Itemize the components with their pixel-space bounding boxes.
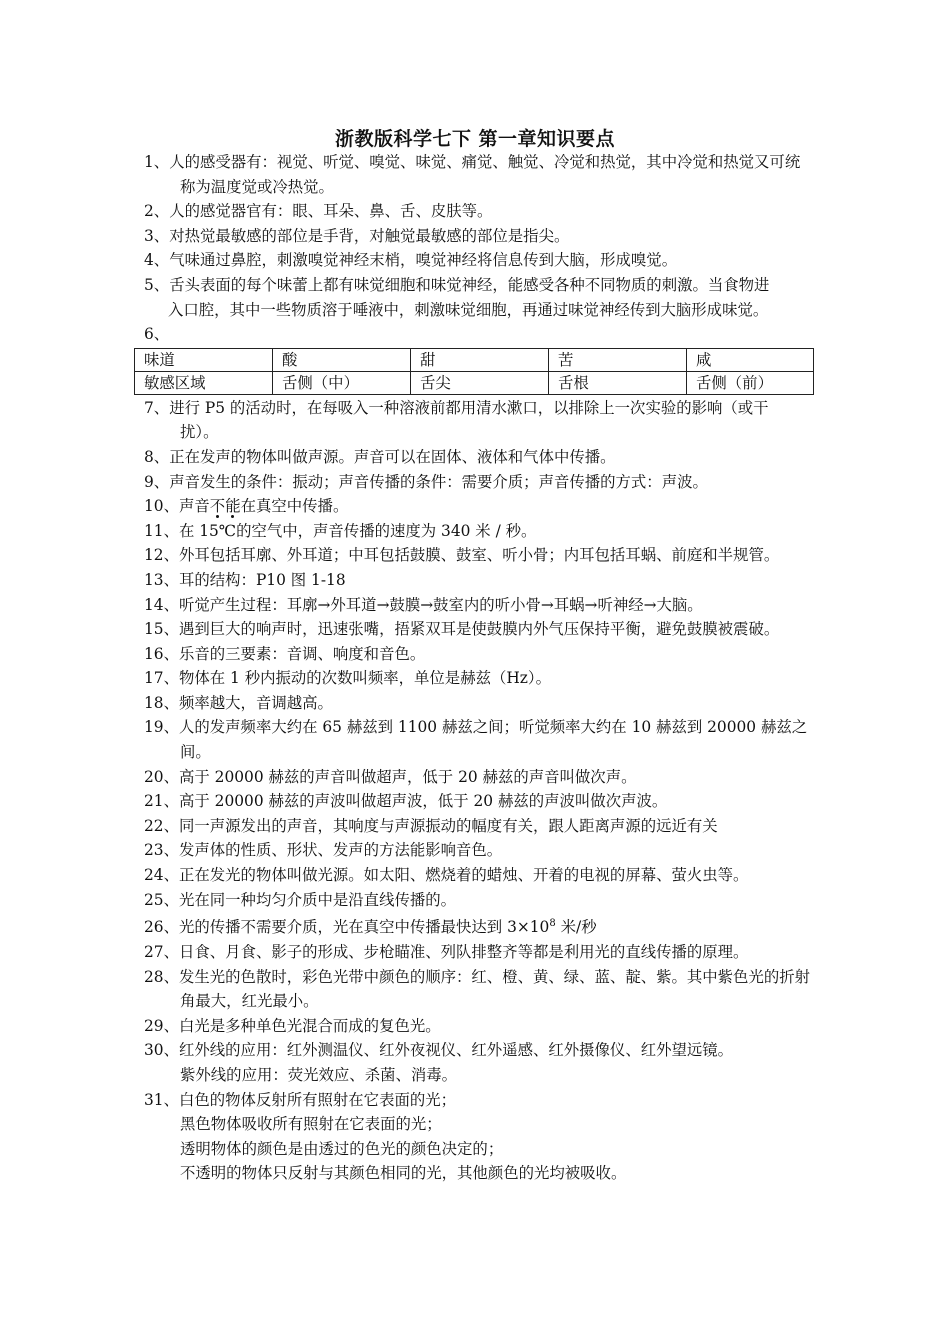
item-continuation: 角最大，红光最小。 <box>180 992 319 1011</box>
item-number: 20、 <box>144 767 179 786</box>
item-number: 12、 <box>144 546 179 565</box>
list-item <box>144 1038 812 1087</box>
list-item <box>144 617 812 642</box>
list-item <box>144 691 812 716</box>
item-text: 正在发声的物体叫做声源。声音可以在固体、液体和气体中传播。 <box>169 447 616 466</box>
item-text: 进行 P5 的活动时，在每吸入一种溶液前都用清水漱口，以排除上一次实验的影响（或干 <box>169 398 769 417</box>
item-text: 正在发光的物体叫做光源。如太阳、燃烧着的蜡烛、开着的电视的屏幕、萤火虫等。 <box>178 866 749 885</box>
item-number: 15、 <box>144 620 179 639</box>
item-number: 29、 <box>144 1016 179 1035</box>
list-item <box>144 715 812 764</box>
item-number: 3、 <box>144 226 170 245</box>
emphasis-dot-text: 不 <box>209 497 226 516</box>
item-number: 1、 <box>144 153 170 171</box>
list-item <box>144 765 812 790</box>
item-number: 5、 <box>144 275 170 294</box>
item-number: 25、 <box>144 890 179 909</box>
list-item-26: 26、光的传播不需要介质，光在真空中传播最快达到 $3\times 10^8$ 米/秒 <box>144 918 597 937</box>
item-number: 31、 <box>144 1090 179 1109</box>
exponent: 8 <box>549 918 556 930</box>
table-row <box>135 371 814 394</box>
list-item-31 <box>144 1088 812 1186</box>
item-number: 10、 <box>144 497 179 516</box>
list-item <box>144 814 812 839</box>
item-text: 白色的物体反射所有照射在它表面的光； <box>178 1090 457 1109</box>
item-number: 28、 <box>144 967 179 986</box>
item-number: 14、 <box>144 595 179 614</box>
list-item <box>144 396 812 445</box>
list-item <box>144 273 812 322</box>
list-item <box>144 593 812 618</box>
item-text: 舌头表面的每个味蕾上都有味觉细胞和味觉神经，能感受各种不同物质的刺激。当食物进 <box>169 275 770 294</box>
item-number: 11、 <box>144 521 179 540</box>
list-item <box>144 470 812 495</box>
item-continuation: 透明物体的颜色是由透过的色光的颜色决定的； <box>180 1139 504 1158</box>
table-cell: 舌侧（中） <box>273 371 411 394</box>
document-body <box>144 150 812 1186</box>
item-text: 日食、月食、影子的形成、步枪瞄准、列队排整齐等都是利用光的直线传播的原理。 <box>178 942 749 961</box>
list-item <box>144 150 812 199</box>
list-item <box>144 445 812 470</box>
item-text: 耳的结构：P10 图 1-18 <box>178 570 346 589</box>
emphasis-dot-text: 能 <box>225 497 241 516</box>
item-text: 声音发生的条件：振动；声音传播的条件：需要介质；声音传播的方式：声波。 <box>169 472 708 491</box>
item-text: 乐音的三要素：音调、响度和音色。 <box>178 644 426 663</box>
item-continuation: 紫外线的应用：荧光效应、杀菌、消毒。 <box>180 1065 458 1084</box>
item-text: 外耳包括耳廓、外耳道；中耳包括鼓膜、鼓室、听小骨；内耳包括耳蜗、前庭和半规管。 <box>178 546 780 565</box>
table-cell: 敏感区域 <box>135 371 273 394</box>
item-text: 高于 20000 赫兹的声波叫做超声波，低于 20 赫兹的声波叫做次声波。 <box>178 792 668 811</box>
item-number: 18、 <box>144 693 179 712</box>
item-number: 8、 <box>144 447 170 466</box>
list-item <box>144 642 812 667</box>
list-item-6 <box>144 322 812 347</box>
list-item <box>144 199 812 224</box>
item-text: 同一声源发出的声音，其响度与声源振动的幅度有关，跟人距离声源的远近有关 <box>178 816 718 835</box>
list-item <box>144 568 812 593</box>
item-text: 人的感觉器官有：眼、耳朵、鼻、舌、皮肤等。 <box>169 202 493 221</box>
item-text: 气味通过鼻腔，刺激嗅觉神经末梢，嗅觉神经将信息传到大脑，形成嗅觉。 <box>169 251 678 270</box>
item-text: 物体在 1 秒内振动的次数叫频率，单位是赫兹（Hz）。 <box>178 669 551 688</box>
item-continuation: 入口腔，其中一些物质溶于唾液中，刺激味觉细胞，再通过味觉神经传到大脑形成味觉。 <box>168 300 769 319</box>
list-item <box>144 1014 812 1039</box>
document-title: 浙教版科学七下 第一章知识要点 <box>334 128 616 150</box>
item-continuation: 扰）。 <box>180 423 219 442</box>
table-cell: 咸 <box>687 348 814 371</box>
item-text: 频率越大，音调越高。 <box>178 693 333 712</box>
list-item <box>144 965 812 1014</box>
item-text: 高于 20000 赫兹的声音叫做超声，低于 20 赫兹的声音叫做次声。 <box>178 767 637 786</box>
list-item <box>144 666 812 691</box>
item-number: 30、 <box>144 1041 179 1060</box>
list-item <box>144 863 812 888</box>
item-number: 4、 <box>144 251 170 270</box>
table-cell: 舌根 <box>549 371 687 394</box>
item-number: 23、 <box>144 841 179 860</box>
item-text: 白光是多种单色光混合而成的复色光。 <box>178 1016 441 1035</box>
item-continuation: 不透明的物体只反射与其颜色相同的光，其他颜色的光均被吸收。 <box>180 1164 627 1183</box>
list-item <box>144 224 812 249</box>
item-text: 人的发声频率大约在 65 赫兹到 1100 赫兹之间；听觉频率大约在 10 赫兹到 20000 赫兹之 <box>178 718 808 737</box>
item-number: 22、 <box>144 816 179 835</box>
list-item <box>144 838 812 863</box>
list-item <box>144 940 812 965</box>
item-number: 24、 <box>144 866 179 885</box>
table-cell: 甜 <box>411 348 549 371</box>
list-item <box>144 888 812 913</box>
item-text: 红外线的应用：红外测温仪、红外夜视仪、红外遥感、红外摄像仪、红外望远镜。 <box>178 1041 734 1060</box>
item-number: 16、 <box>144 644 179 663</box>
item-text: 发声体的性质、形状、发声的方法能影响音色。 <box>178 841 503 860</box>
table-row <box>135 348 814 371</box>
item-text: 听觉产生过程：耳廓→外耳道→鼓膜→鼓室内的听小骨→耳蜗→听神经→大脑。 <box>178 595 703 614</box>
table-cell: 舌尖 <box>411 371 549 394</box>
item-number: 9、 <box>144 472 170 491</box>
item-continuation: 间。 <box>180 743 211 762</box>
item-number: 13、 <box>144 570 179 589</box>
item-number: 17、 <box>144 669 179 688</box>
item-number: 27、 <box>144 942 179 961</box>
table-cell: 味道 <box>135 348 273 371</box>
list-item <box>144 519 812 544</box>
taste-table <box>134 348 814 395</box>
item-text: 对热觉最敏感的部位是手背，对触觉最敏感的部位是指尖。 <box>169 226 570 245</box>
item-text: 在 15℃的空气中，声音传播的速度为 340 米 / 秒。 <box>178 521 537 540</box>
item-number: 6、 <box>144 325 170 344</box>
item-number: 19、 <box>144 718 179 737</box>
item-number: 7、 <box>144 398 170 417</box>
list-item <box>144 543 812 568</box>
table-cell: 苦 <box>549 348 687 371</box>
item-text: 人的感受器有：视觉、听觉、嗅觉、味觉、痛觉、触觉、冷觉和热觉，其中冷觉和热觉又可统 <box>169 153 801 171</box>
item-text: 光在同一种均匀介质中是沿直线传播的。 <box>178 890 457 909</box>
item-number: 2、 <box>144 202 170 221</box>
list-item <box>144 789 812 814</box>
item-number: 26、 <box>144 918 179 937</box>
table-cell: 酸 <box>273 348 411 371</box>
item-text: 遇到巨大的响声时，迅速张嘴，捂紧双耳是使鼓膜内外气压保持平衡，避免鼓膜被震破。 <box>178 620 780 639</box>
item-continuation: 黑色物体吸收所有照射在它表面的光； <box>180 1115 442 1134</box>
item-number: 21、 <box>144 792 179 811</box>
table-cell: 舌侧（前） <box>687 371 814 394</box>
item-continuation: 称为温度觉或冷热觉。 <box>180 177 334 196</box>
list-item <box>144 248 812 273</box>
list-item-10: 10、声音不能在真空中传播。 <box>144 497 349 516</box>
item-text: 发生光的色散时，彩色光带中颜色的顺序：红、橙、黄、绿、蓝、靛、紫。其中紫色光的折射 <box>178 967 811 986</box>
